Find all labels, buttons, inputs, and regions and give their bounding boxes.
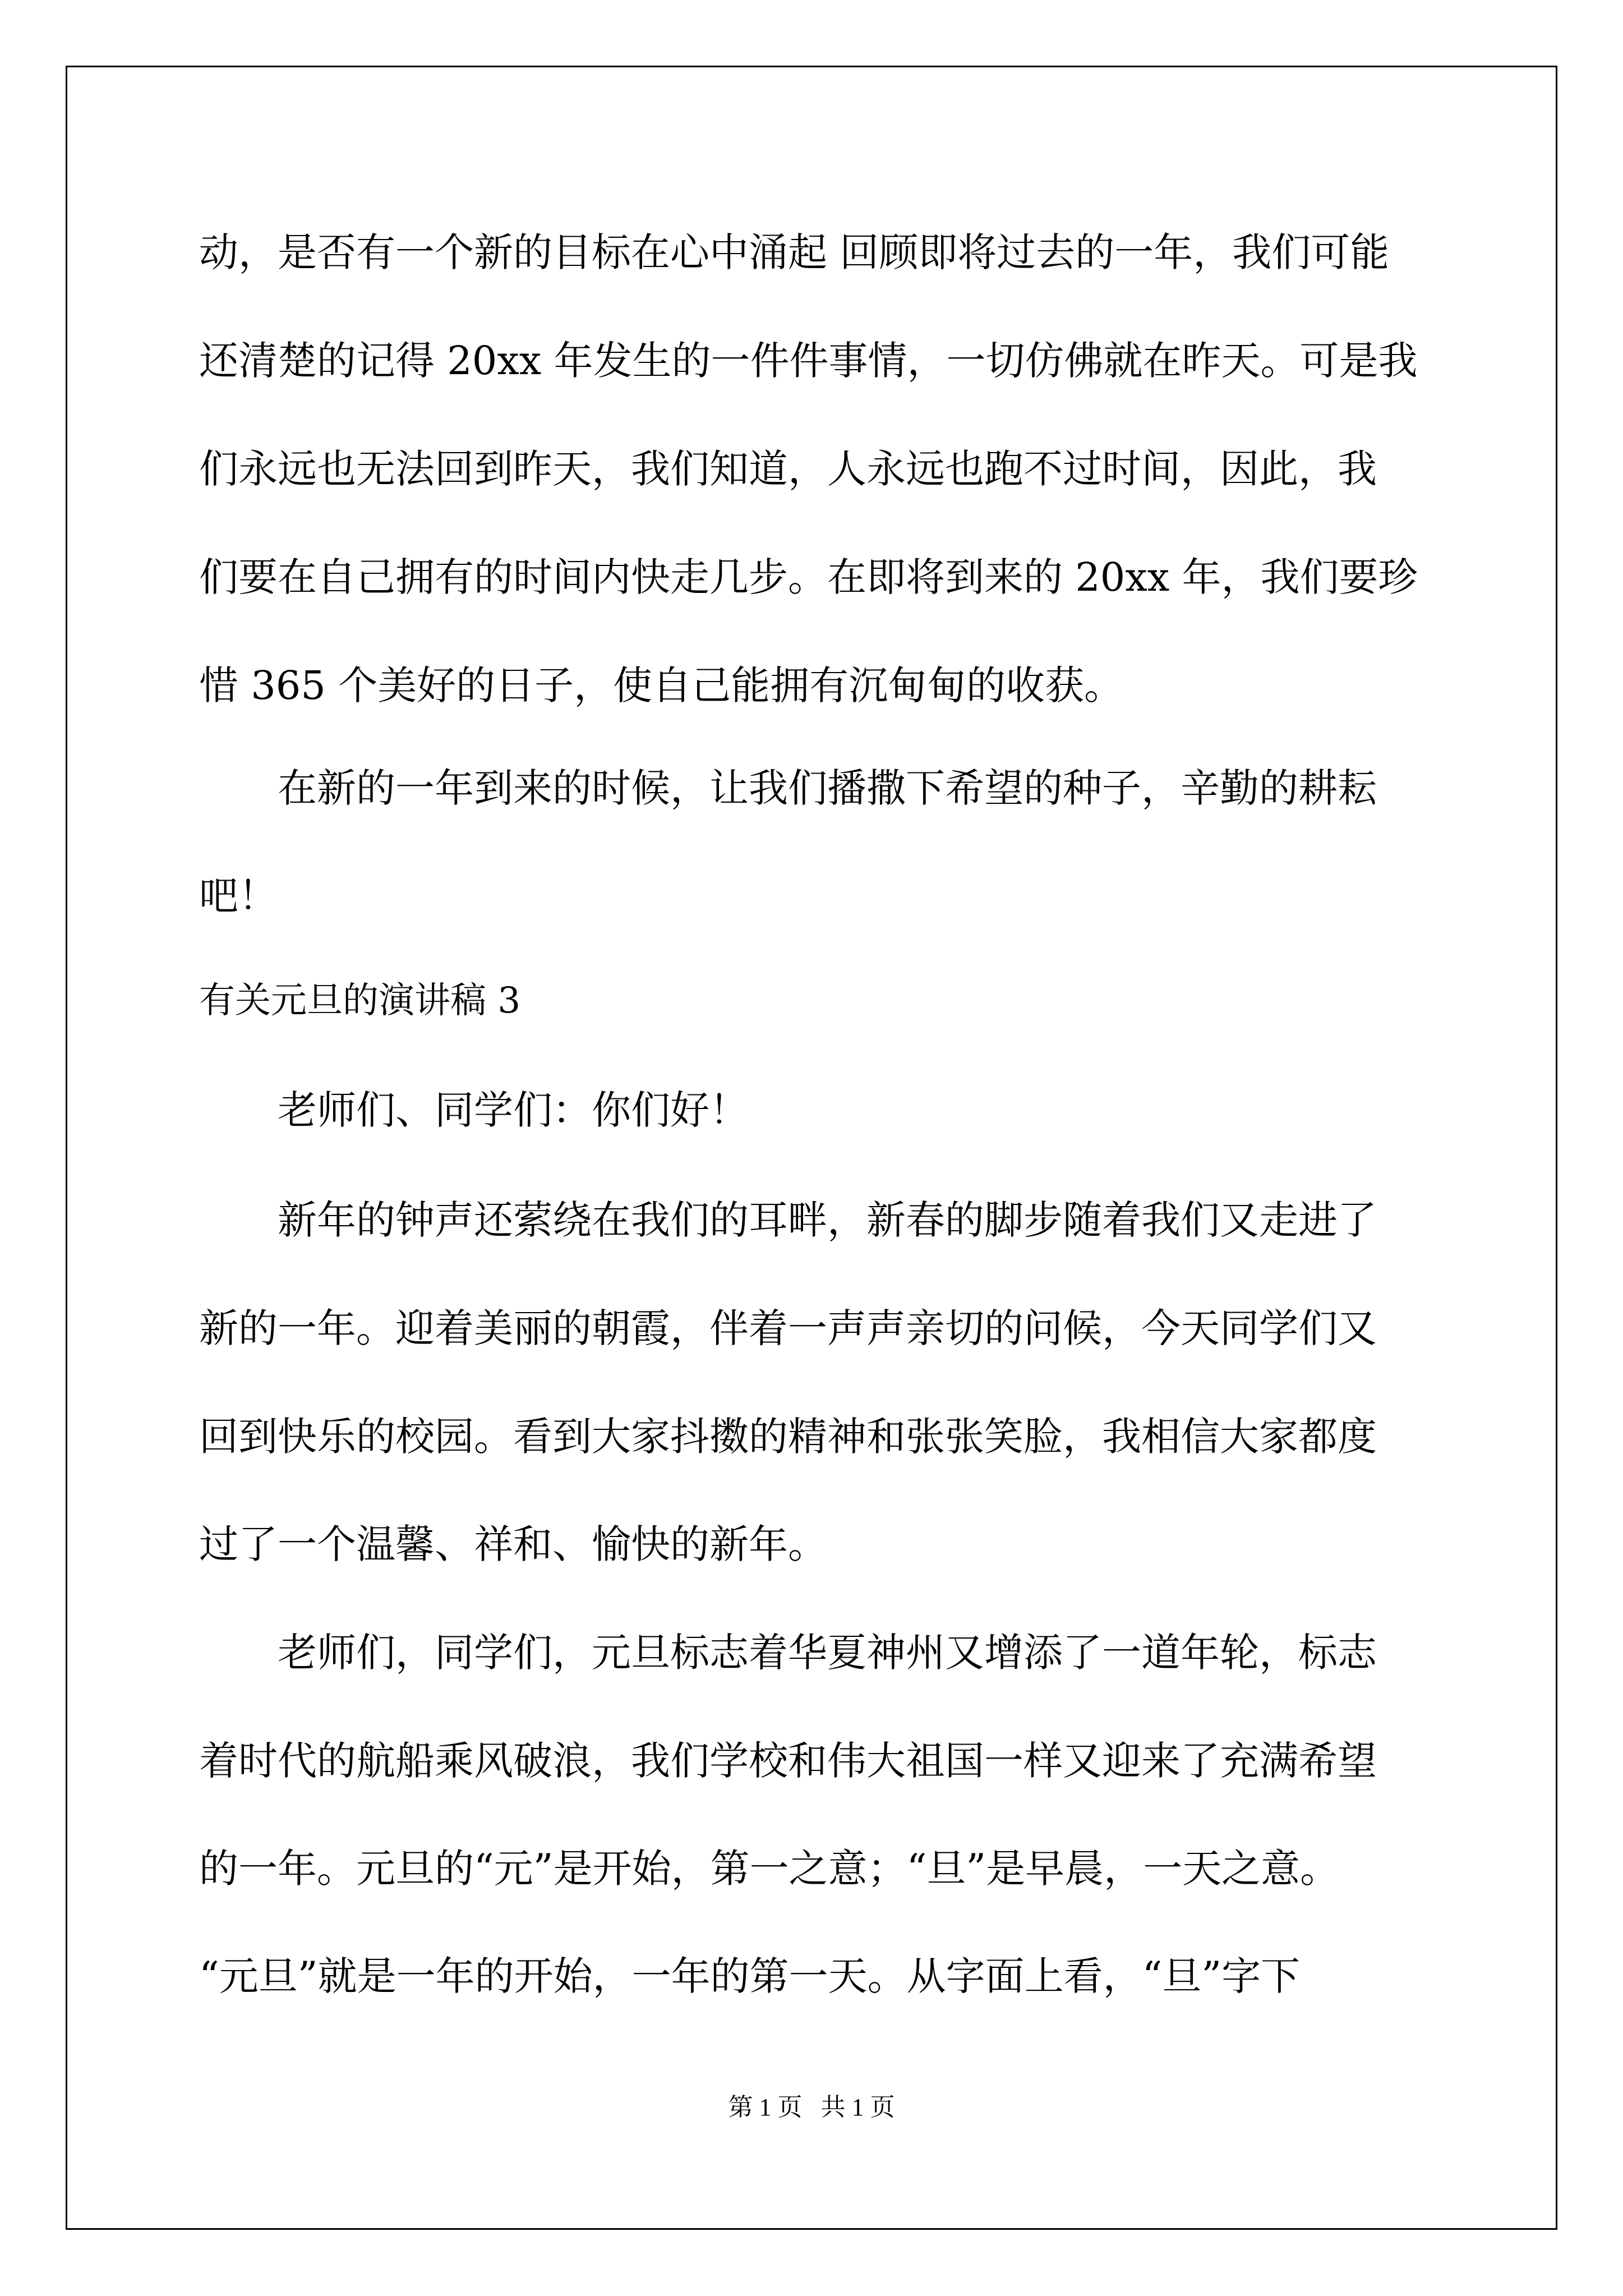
text-line: 动，是否有一个新的目标在心中涌起 回顾即将过去的一年，我们可能 — [199, 229, 1390, 275]
text-line: 过了一个温馨、祥和、愉快的新年。 — [199, 1521, 827, 1567]
text-line: 们永远也无法回到昨天，我们知道，人永远也跑不过时间，因此，我 — [199, 446, 1377, 492]
section-heading: 有关元旦的演讲稿 3 — [199, 980, 521, 1022]
page-border — [66, 66, 1557, 2230]
text-line: 惜 365 个美好的日子，使自己能拥有沉甸甸的收获。 — [199, 662, 1124, 708]
text-line: 回到快乐的校园。看到大家抖擞的精神和张张笑脸，我相信大家都度 — [199, 1414, 1377, 1460]
paragraph-start-line: 新年的钟声还萦绕在我们的耳畔，新春的脚步随着我们又走进了 — [278, 1197, 1377, 1243]
text-line: 还清楚的记得 20xx 年发生的一件件事情，一切仿佛就在昨天。可是我 — [199, 338, 1418, 384]
text-line: 吧！ — [199, 873, 278, 919]
paragraph-start-line: 在新的一年到来的时候，让我们播撒下希望的种子，辛勤的耕耘 — [278, 765, 1377, 811]
greeting-line: 老师们、同学们：你们好！ — [278, 1087, 749, 1133]
text-line: “元旦”就是一年的开始，一年的第一天。从字面上看，“旦”字下 — [199, 1953, 1301, 1999]
text-line: 的一年。元旦的“元”是开始，第一之意；“旦”是早晨，一天之意。 — [199, 1846, 1340, 1892]
page-footer: 第 1 页 共 1 页 — [728, 2093, 895, 2121]
text-line: 们要在自己拥有的时间内快走几步。在即将到来的 20xx 年，我们要珍 — [199, 554, 1418, 600]
text-line: 着时代的航船乘风破浪，我们学校和伟大祖国一样又迎来了充满希望 — [199, 1738, 1377, 1784]
paragraph-start-line: 老师们，同学们，元旦标志着华夏神州又增添了一道年轮，标志 — [278, 1630, 1377, 1676]
text-line: 新的一年。迎着美丽的朝霞，伴着一声声亲切的问候，今天同学们又 — [199, 1305, 1377, 1351]
